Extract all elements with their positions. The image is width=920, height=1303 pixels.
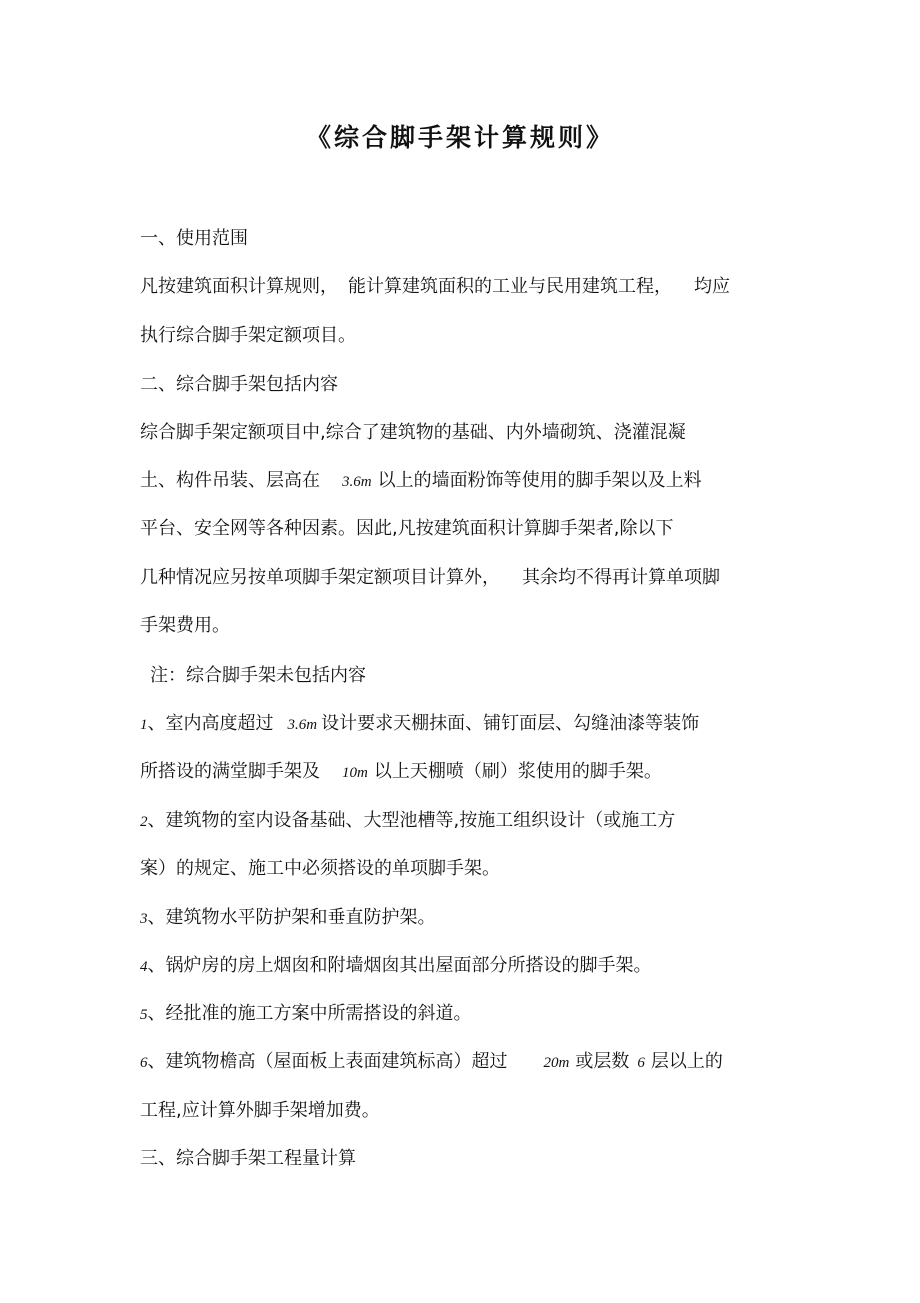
- text-run: 凡按建筑面积计算规则，: [140, 276, 338, 297]
- text-run: 、建筑物水平防护架和垂直防护架。: [147, 907, 436, 928]
- note-item-4: [140, 951, 652, 977]
- text-run: 、建筑物檐高（屋面板上表面建筑标高）超过: [147, 1051, 508, 1072]
- section-3-heading: 三、综合脚手架工程量计算: [140, 1148, 356, 1169]
- text-run: 、建筑物的室内设备基础、大型池槽等,按施工组织设计（或施工方: [147, 810, 676, 831]
- note-item-6-line-2: 工程,应计算外脚手架增加费。: [140, 1100, 380, 1121]
- eave-height-value: 20m: [543, 1055, 570, 1071]
- item-number: 2: [140, 814, 148, 830]
- text-run: 、锅炉房的房上烟囱和附墙烟囱其出屋面部分所搭设的脚手架。: [147, 955, 652, 976]
- height-value: 10m: [342, 765, 368, 781]
- note-item-2-line-1: [140, 806, 675, 832]
- note-item-2-line-2: 案）的规定、施工中必须搭设的单项脚手架。: [140, 858, 500, 879]
- text-run: 或层数: [575, 1051, 630, 1072]
- section-2-line-3: 平台、安全网等各种因素。因此,凡按建筑面积计算脚手架者,除以下: [140, 518, 674, 539]
- section-1-heading: 一、使用范围: [140, 228, 248, 249]
- section-2-line-2: [140, 466, 702, 492]
- section-2-heading: 二、综合脚手架包括内容: [140, 374, 338, 395]
- height-value: 3.6m: [287, 717, 318, 733]
- note-heading: 注：综合脚手架未包括内容: [150, 665, 366, 686]
- text-run: 、经批准的施工方案中所需搭设的斜道。: [147, 1003, 472, 1024]
- note-item-5: [140, 999, 472, 1025]
- note-item-3: [140, 903, 436, 929]
- note-item-1-line-1: [140, 709, 699, 735]
- item-number: 4: [140, 959, 148, 975]
- note-item-6-line-1: [140, 1047, 723, 1073]
- section-2-line-1: 综合脚手架定额项目中,综合了建筑物的基础、内外墙砌筑、浇灌混凝: [140, 422, 686, 443]
- text-run: 几种情况应另按单项脚手架定额项目计算外，: [140, 567, 500, 588]
- note-item-1-line-2: [140, 757, 662, 783]
- text-run: 均应: [694, 276, 730, 297]
- section-2-line-4: [140, 563, 720, 589]
- text-run: 以上的墙面粉饰等使用的脚手架以及上料: [377, 470, 702, 491]
- text-run: 土、构件吊装、层高在: [140, 470, 320, 491]
- section-1-paragraph-line-1: [140, 272, 730, 298]
- item-number: 3: [140, 911, 148, 927]
- text-run: 能计算建筑面积的工业与民用建筑工程，: [348, 276, 672, 297]
- document-title: 《综合脚手架计算规则》: [305, 123, 614, 152]
- height-value: 3.6m: [342, 474, 372, 490]
- text-run: 、室内高度超过: [147, 713, 274, 734]
- text-run: 层以上的: [650, 1051, 723, 1072]
- section-1-paragraph-line-2: 执行综合脚手架定额项目。: [140, 325, 356, 346]
- text-run: 其余均不得再计算单项脚: [522, 567, 720, 588]
- text-run: 以上天棚喷（刷）浆使用的脚手架。: [373, 761, 662, 782]
- item-number: 5: [140, 1007, 148, 1023]
- section-2-line-5: 手架费用。: [140, 615, 230, 636]
- text-run: 设计要求天棚抹面、铺钉面层、勾缝油漆等装饰: [321, 713, 700, 734]
- floor-count-value: 6: [637, 1055, 645, 1071]
- item-number: 6: [140, 1055, 148, 1071]
- item-number: 1: [140, 717, 148, 733]
- text-run: 所搭设的满堂脚手架及: [140, 761, 320, 782]
